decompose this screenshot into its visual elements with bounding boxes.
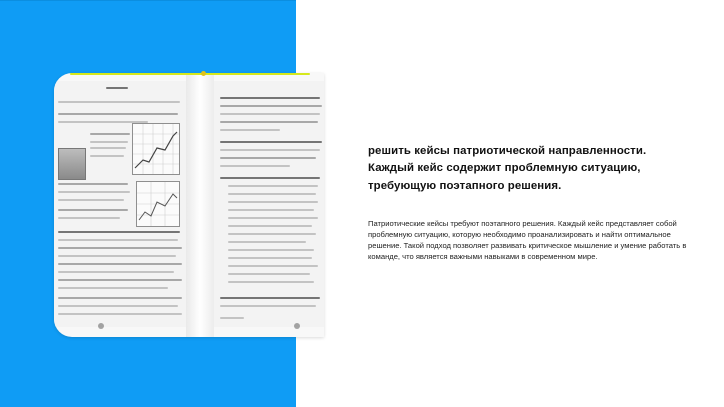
text-line [58, 279, 182, 281]
text-line [220, 297, 320, 299]
text-line [228, 281, 314, 283]
text-line [220, 121, 318, 123]
text-line [220, 317, 244, 319]
text-line [220, 129, 280, 131]
text-line [58, 113, 178, 115]
text-line [58, 217, 120, 219]
text-line [228, 241, 306, 243]
text-line [58, 231, 180, 233]
text-line [228, 217, 318, 219]
text-line [228, 225, 312, 227]
text-line [220, 157, 316, 159]
text-line [90, 155, 124, 157]
text-line [220, 141, 322, 143]
text-line [58, 287, 168, 289]
text-line [58, 263, 182, 265]
book-spine [186, 73, 214, 337]
text-line [228, 273, 310, 275]
text-line [58, 247, 182, 249]
page-header-line [106, 87, 128, 89]
text-line [220, 177, 320, 179]
text-line [90, 133, 130, 135]
text-line [58, 101, 180, 103]
page-number-mark [294, 323, 300, 329]
text-line [228, 193, 316, 195]
page-number-mark [98, 323, 104, 329]
text-line [220, 97, 320, 99]
text-line [220, 113, 320, 115]
text-line [228, 265, 318, 267]
text-line [220, 149, 320, 151]
slide-text-block [368, 143, 688, 263]
text-line [228, 257, 312, 259]
text-line [58, 255, 176, 257]
text-line [228, 233, 316, 235]
text-line [58, 297, 182, 299]
accent-line [70, 73, 310, 75]
text-line [58, 199, 124, 201]
text-line [220, 165, 290, 167]
textbook-photo [54, 73, 324, 337]
slide-body-text: Патриотические кейсы требуют поэтапного решения. Каждый кейс представляет собой проблемную ситуацию, которую необходимо проанализировать и найти оптимальное решение. Такой подход позволяет развивать критическое мышление и умение работать в команде, что является важными навыками в современном мире. [368, 219, 687, 261]
text-line [58, 191, 130, 193]
text-line [228, 209, 314, 211]
text-line [58, 183, 128, 185]
text-line [228, 185, 318, 187]
text-line [58, 313, 182, 315]
text-line [58, 271, 174, 273]
text-line [90, 147, 126, 149]
text-line [58, 239, 178, 241]
accent-dot [201, 71, 206, 76]
textbook-right-page [214, 81, 324, 327]
text-line [90, 141, 128, 143]
portrait-image [58, 148, 86, 180]
graph-figure-drawing [133, 124, 179, 174]
graph-figure [136, 181, 180, 227]
text-line [58, 209, 128, 211]
text-line [220, 105, 322, 107]
text-line [228, 249, 314, 251]
slide-heading: решить кейсы патриотической направленности. Каждый кейс содержит проблемную ситуацию, требующую поэтапного решения. [368, 145, 647, 192]
graph-figure-drawing [137, 182, 179, 226]
text-line [58, 305, 178, 307]
graph-figure [132, 123, 180, 175]
text-line [220, 305, 316, 307]
textbook-left-page [54, 81, 186, 327]
text-line [228, 201, 318, 203]
